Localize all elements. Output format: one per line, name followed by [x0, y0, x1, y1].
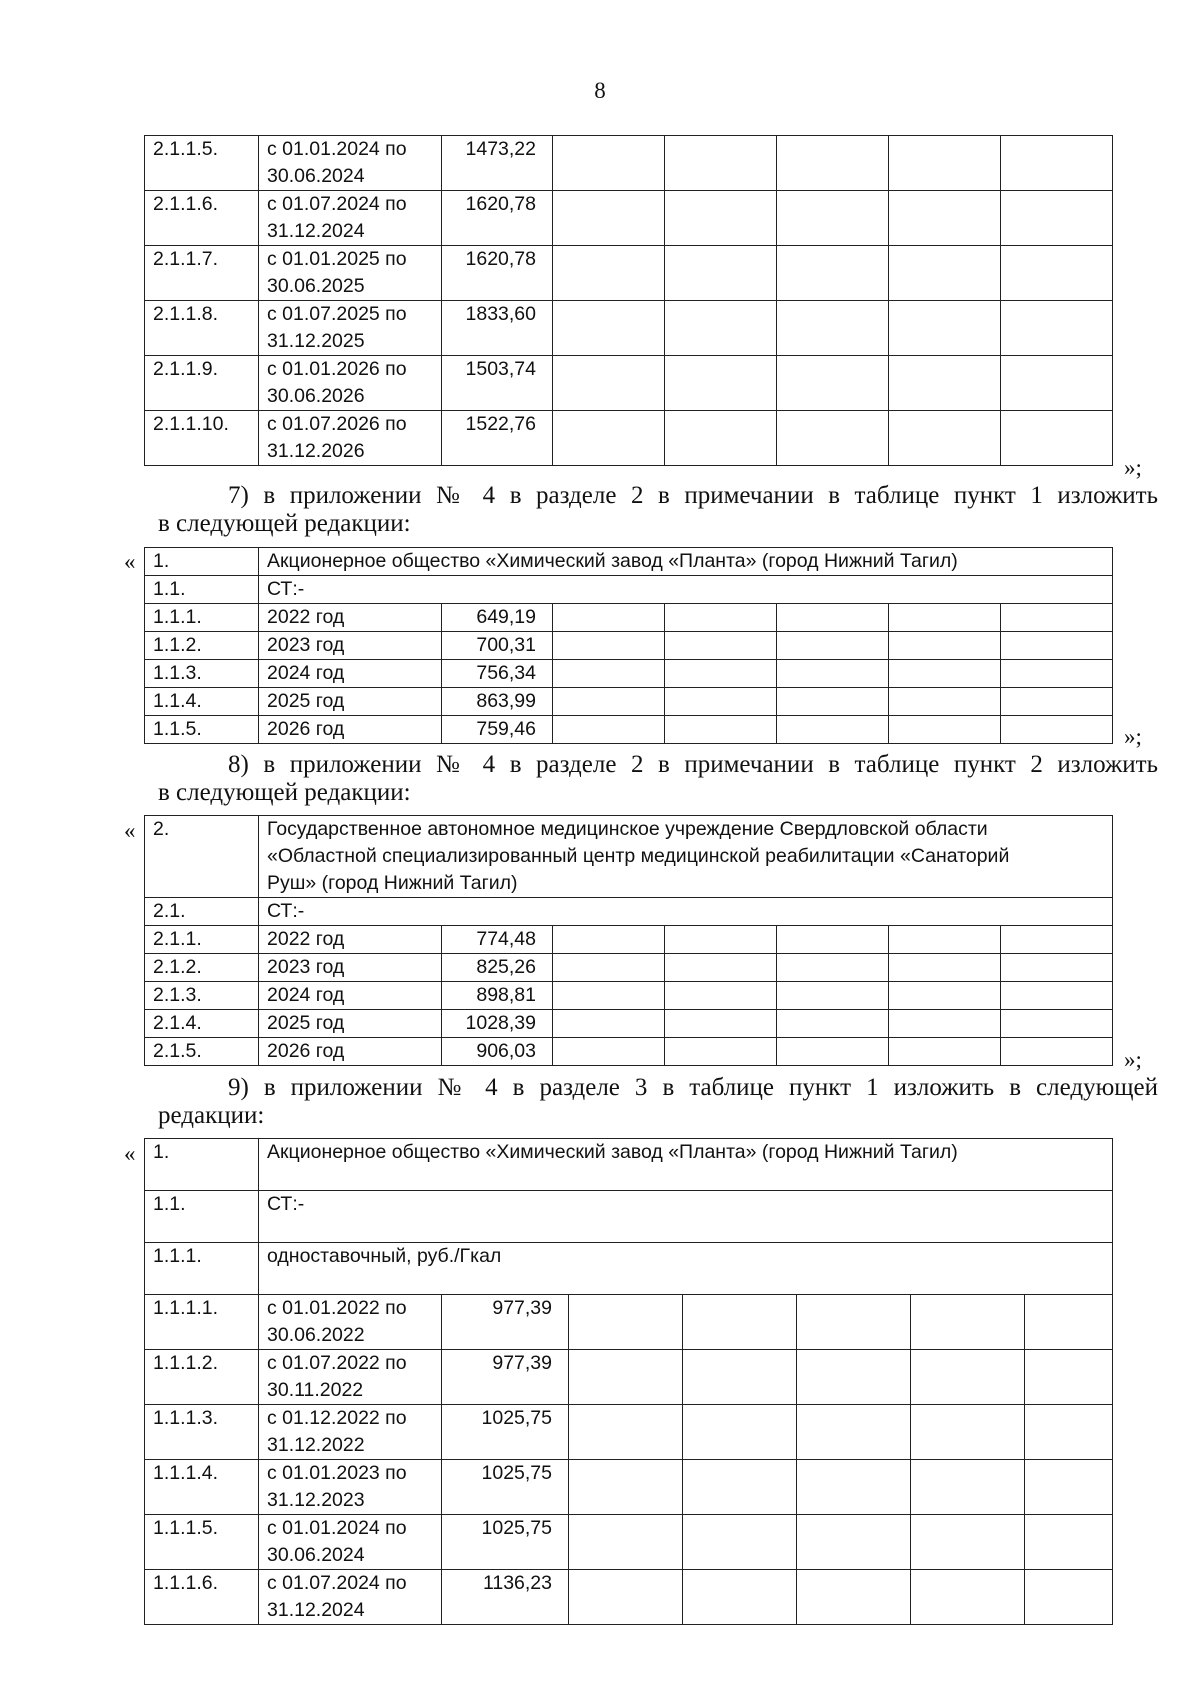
tariff-value: 1136,23 [442, 1570, 569, 1625]
row-id: 2.1.5. [145, 1038, 259, 1066]
period-start: с 01.07.2022 по [267, 1352, 407, 1374]
period-end: 31.12.2026 [267, 440, 365, 462]
empty-cell [1001, 356, 1113, 411]
period-end: 30.06.2024 [267, 165, 365, 187]
paragraph-8 [158, 751, 1158, 807]
tariff-value: 774,48 [442, 926, 553, 954]
empty-cell [777, 604, 889, 632]
row-id: 2.1.1.9. [145, 356, 259, 411]
year: 2022 год [259, 926, 442, 954]
row-id: 1.1.1. [145, 1243, 259, 1295]
period [259, 1570, 442, 1625]
empty-cell [1001, 688, 1113, 716]
empty-cell [665, 411, 777, 466]
empty-cell [553, 246, 665, 301]
empty-cell [911, 1295, 1025, 1350]
table-row [145, 136, 1113, 191]
empty-cell [1001, 926, 1113, 954]
table-row [145, 1350, 1113, 1405]
tariff-value: 825,26 [442, 954, 553, 982]
row-id: 2. [145, 816, 259, 898]
empty-cell [1025, 1295, 1113, 1350]
empty-cell [797, 1460, 911, 1515]
period-start: с 01.01.2026 по [267, 358, 407, 380]
rate-type-text: одноставочный, руб./Гкал [259, 1243, 1113, 1295]
table-row [145, 982, 1113, 1010]
empty-cell [777, 954, 889, 982]
empty-cell [1025, 1350, 1113, 1405]
table-header-row [145, 816, 1113, 898]
period-end: 30.06.2025 [267, 275, 365, 297]
tariff-value: 1473,22 [442, 136, 553, 191]
tariff-value: 1620,78 [442, 246, 553, 301]
period-end: 30.06.2024 [267, 1544, 365, 1566]
empty-cell [665, 604, 777, 632]
empty-cell [889, 1038, 1001, 1066]
empty-cell [889, 716, 1001, 744]
tariff-value: 1028,39 [442, 1010, 553, 1038]
empty-cell [777, 688, 889, 716]
empty-cell [777, 356, 889, 411]
empty-cell [777, 926, 889, 954]
organization-name-line-3: Руш» (город Нижний Тагил) [267, 872, 518, 894]
period [259, 411, 442, 466]
year: 2023 год [259, 632, 442, 660]
table-row [145, 660, 1113, 688]
empty-cell [665, 191, 777, 246]
empty-cell [1001, 716, 1113, 744]
row-id: 1.1.4. [145, 688, 259, 716]
row-id: 1.1. [145, 576, 259, 604]
table-row [145, 246, 1113, 301]
row-id: 2.1.3. [145, 982, 259, 1010]
table-row [145, 1405, 1113, 1460]
row-id: 2.1. [145, 898, 259, 926]
empty-cell [911, 1515, 1025, 1570]
tariff-value: 756,34 [442, 660, 553, 688]
tariff-value: 906,03 [442, 1038, 553, 1066]
empty-cell [553, 1038, 665, 1066]
table-sanatorium-rush [144, 815, 1113, 1066]
page-number: 8 [594, 78, 606, 103]
empty-cell [1001, 660, 1113, 688]
empty-cell [1001, 632, 1113, 660]
period [259, 246, 442, 301]
tariff-value: 1025,75 [442, 1515, 569, 1570]
period-end: 30.11.2022 [267, 1379, 364, 1401]
empty-cell [553, 632, 665, 660]
table-row [145, 1515, 1113, 1570]
empty-cell [665, 1038, 777, 1066]
row-id: 2.1.1.8. [145, 301, 259, 356]
empty-cell [777, 136, 889, 191]
period-start: с 01.01.2024 по [267, 138, 407, 160]
empty-cell [683, 1350, 797, 1405]
empty-cell [911, 1350, 1025, 1405]
period [259, 356, 442, 411]
period-start: с 01.01.2025 по [267, 248, 407, 270]
empty-cell [1001, 191, 1113, 246]
organization-name-line-2: «Областной специализированный центр медицинской реабилитации «Санаторий [267, 845, 1010, 867]
row-id: 2.1.1. [145, 926, 259, 954]
empty-cell [889, 1010, 1001, 1038]
table-row [145, 1570, 1113, 1625]
table-tariff-periods-2-1-1 [144, 135, 1113, 466]
table-row [145, 1295, 1113, 1350]
empty-cell [889, 926, 1001, 954]
table-plant-chemical-factory [144, 547, 1113, 744]
empty-cell [683, 1460, 797, 1515]
row-id: 2.1.4. [145, 1010, 259, 1038]
empty-cell [553, 1010, 665, 1038]
empty-cell [777, 716, 889, 744]
empty-cell [1001, 1010, 1113, 1038]
table-subheader-row [145, 1191, 1113, 1243]
period-start: с 01.01.2022 по [267, 1297, 407, 1319]
empty-cell [911, 1570, 1025, 1625]
period-start: с 01.07.2024 по [267, 1572, 407, 1594]
organization-name-line-1: Государственное автономное медицинское учреждение Свердловской области [267, 818, 988, 840]
tariff-value: 1025,75 [442, 1460, 569, 1515]
period-end: 31.12.2025 [267, 330, 365, 352]
table-row [145, 356, 1113, 411]
organization-name: Акционерное общество «Химический завод «Планта» (город Нижний Тагил) [259, 1139, 1113, 1191]
period-end: 31.12.2022 [267, 1434, 365, 1456]
table-rate-type-row [145, 1243, 1113, 1295]
row-id: 2.1.2. [145, 954, 259, 982]
paragraph-7-line-2: в следующей редакции: [158, 510, 411, 537]
empty-cell [553, 356, 665, 411]
table-header-row [145, 548, 1113, 576]
table-row [145, 632, 1113, 660]
year: 2022 год [259, 604, 442, 632]
period [259, 136, 442, 191]
year: 2024 год [259, 982, 442, 1010]
opening-quote: « [124, 818, 136, 843]
empty-cell [553, 926, 665, 954]
empty-cell [777, 246, 889, 301]
empty-cell [889, 688, 1001, 716]
period [259, 191, 442, 246]
row-id: 1.1.1.1. [145, 1295, 259, 1350]
empty-cell [889, 356, 1001, 411]
empty-cell [665, 301, 777, 356]
period-start: с 01.07.2024 по [267, 193, 407, 215]
row-id: 2.1.1.7. [145, 246, 259, 301]
tariff-value: 863,99 [442, 688, 553, 716]
paragraph-9-line-2: редакции: [158, 1102, 265, 1129]
empty-cell [665, 716, 777, 744]
table-row [145, 1460, 1113, 1515]
subheader-text: СТ:- [259, 576, 1113, 604]
empty-cell [1001, 136, 1113, 191]
empty-cell [1001, 982, 1113, 1010]
empty-cell [777, 1010, 889, 1038]
empty-cell [569, 1350, 683, 1405]
table-row [145, 191, 1113, 246]
empty-cell [1001, 301, 1113, 356]
tariff-value: 1620,78 [442, 191, 553, 246]
empty-cell [1001, 954, 1113, 982]
empty-cell [665, 1010, 777, 1038]
subheader-text: СТ:- [259, 898, 1113, 926]
empty-cell [683, 1570, 797, 1625]
year: 2024 год [259, 660, 442, 688]
row-id: 1.1.1.6. [145, 1570, 259, 1625]
table-row [145, 1010, 1113, 1038]
paragraph-9-line-1: 9) в приложении № 4 в разделе 3 в таблице пункт 1 изложить в следующей [228, 1074, 1158, 1101]
empty-cell [889, 191, 1001, 246]
empty-cell [889, 982, 1001, 1010]
paragraph-8-line-1: 8) в приложении № 4 в разделе 2 в примечании в таблице пункт 2 изложить [228, 751, 1158, 778]
empty-cell [777, 982, 889, 1010]
empty-cell [889, 954, 1001, 982]
empty-cell [665, 954, 777, 982]
period-start: с 01.07.2025 по [267, 303, 407, 325]
tariff-value: 977,39 [442, 1295, 569, 1350]
empty-cell [1001, 246, 1113, 301]
empty-cell [665, 136, 777, 191]
empty-cell [569, 1460, 683, 1515]
table-row [145, 604, 1113, 632]
empty-cell [553, 411, 665, 466]
organization-name: Акционерное общество «Химический завод «Планта» (город Нижний Тагил) [259, 548, 1113, 576]
row-id: 1.1.5. [145, 716, 259, 744]
period [259, 1515, 442, 1570]
row-id: 2.1.1.5. [145, 136, 259, 191]
empty-cell [797, 1515, 911, 1570]
empty-cell [553, 301, 665, 356]
period-end: 31.12.2023 [267, 1489, 365, 1511]
table-subheader-row [145, 898, 1113, 926]
table-plant-single-rate [144, 1138, 1113, 1625]
empty-cell [777, 1038, 889, 1066]
tariff-value: 649,19 [442, 604, 553, 632]
period-end: 30.06.2022 [267, 1324, 365, 1346]
row-id: 1.1.1.5. [145, 1515, 259, 1570]
empty-cell [683, 1515, 797, 1570]
period-end: 31.12.2024 [267, 1599, 365, 1621]
empty-cell [889, 632, 1001, 660]
empty-cell [889, 660, 1001, 688]
empty-cell [553, 716, 665, 744]
year: 2026 год [259, 1038, 442, 1066]
year: 2023 год [259, 954, 442, 982]
empty-cell [665, 926, 777, 954]
empty-cell [553, 136, 665, 191]
empty-cell [665, 246, 777, 301]
empty-cell [683, 1295, 797, 1350]
empty-cell [797, 1295, 911, 1350]
empty-cell [797, 1570, 911, 1625]
row-id: 2.1.1.6. [145, 191, 259, 246]
empty-cell [569, 1515, 683, 1570]
empty-cell [777, 632, 889, 660]
period [259, 1460, 442, 1515]
empty-cell [1025, 1570, 1113, 1625]
empty-cell [553, 954, 665, 982]
tariff-value: 700,31 [442, 632, 553, 660]
empty-cell [553, 604, 665, 632]
table-subheader-row [145, 576, 1113, 604]
row-id: 1.1.1.2. [145, 1350, 259, 1405]
row-id: 1.1.2. [145, 632, 259, 660]
year: 2025 год [259, 688, 442, 716]
paragraph-9 [158, 1074, 1158, 1130]
closing-quote: »; [1124, 724, 1142, 749]
paragraph-7 [158, 482, 1158, 538]
tariff-value: 898,81 [442, 982, 553, 1010]
table-row [145, 301, 1113, 356]
tariff-value: 977,39 [442, 1350, 569, 1405]
year: 2026 год [259, 716, 442, 744]
empty-cell [665, 688, 777, 716]
empty-cell [889, 246, 1001, 301]
empty-cell [665, 356, 777, 411]
period-start: с 01.01.2024 по [267, 1517, 407, 1539]
subheader-text: СТ:- [259, 1191, 1113, 1243]
organization-name [259, 816, 1113, 898]
empty-cell [1025, 1405, 1113, 1460]
empty-cell [553, 688, 665, 716]
closing-quote: »; [1124, 1047, 1142, 1072]
empty-cell [1001, 604, 1113, 632]
table-row [145, 1038, 1113, 1066]
empty-cell [911, 1460, 1025, 1515]
empty-cell [569, 1405, 683, 1460]
table-row [145, 688, 1113, 716]
empty-cell [1025, 1515, 1113, 1570]
year: 2025 год [259, 1010, 442, 1038]
opening-quote: « [124, 549, 136, 574]
tariff-value: 759,46 [442, 716, 553, 744]
empty-cell [889, 604, 1001, 632]
empty-cell [1001, 1038, 1113, 1066]
empty-cell [911, 1405, 1025, 1460]
empty-cell [569, 1570, 683, 1625]
period-start: с 01.12.2022 по [267, 1407, 407, 1429]
row-id: 1. [145, 548, 259, 576]
period [259, 1405, 442, 1460]
closing-quote: »; [1124, 455, 1142, 480]
paragraph-8-line-2: в следующей редакции: [158, 779, 411, 806]
empty-cell [553, 660, 665, 688]
empty-cell [1025, 1460, 1113, 1515]
period-start: с 01.07.2026 по [267, 413, 407, 435]
period [259, 301, 442, 356]
table-header-row [145, 1139, 1113, 1191]
row-id: 1.1.1. [145, 604, 259, 632]
empty-cell [553, 982, 665, 1010]
empty-cell [797, 1405, 911, 1460]
empty-cell [777, 660, 889, 688]
opening-quote: « [124, 1141, 136, 1166]
row-id: 1.1. [145, 1191, 259, 1243]
period-end: 30.06.2026 [267, 385, 365, 407]
tariff-value: 1503,74 [442, 356, 553, 411]
empty-cell [777, 411, 889, 466]
table-row [145, 411, 1113, 466]
empty-cell [777, 301, 889, 356]
period [259, 1295, 442, 1350]
tariff-value: 1522,76 [442, 411, 553, 466]
table-row [145, 926, 1113, 954]
tariff-value: 1833,60 [442, 301, 553, 356]
empty-cell [889, 136, 1001, 191]
empty-cell [777, 191, 889, 246]
table-row [145, 954, 1113, 982]
tariff-value: 1025,75 [442, 1405, 569, 1460]
period [259, 1350, 442, 1405]
table-row [145, 716, 1113, 744]
empty-cell [797, 1350, 911, 1405]
paragraph-7-line-1: 7) в приложении № 4 в разделе 2 в примечании в таблице пункт 1 изложить [228, 482, 1158, 509]
empty-cell [1001, 411, 1113, 466]
empty-cell [665, 982, 777, 1010]
period-end: 31.12.2024 [267, 220, 365, 242]
row-id: 1.1.1.3. [145, 1405, 259, 1460]
empty-cell [569, 1295, 683, 1350]
empty-cell [683, 1405, 797, 1460]
empty-cell [665, 632, 777, 660]
row-id: 2.1.1.10. [145, 411, 259, 466]
row-id: 1.1.1.4. [145, 1460, 259, 1515]
row-id: 1.1.3. [145, 660, 259, 688]
row-id: 1. [145, 1139, 259, 1191]
empty-cell [889, 301, 1001, 356]
empty-cell [889, 411, 1001, 466]
empty-cell [553, 191, 665, 246]
period-start: с 01.01.2023 по [267, 1462, 407, 1484]
empty-cell [665, 660, 777, 688]
